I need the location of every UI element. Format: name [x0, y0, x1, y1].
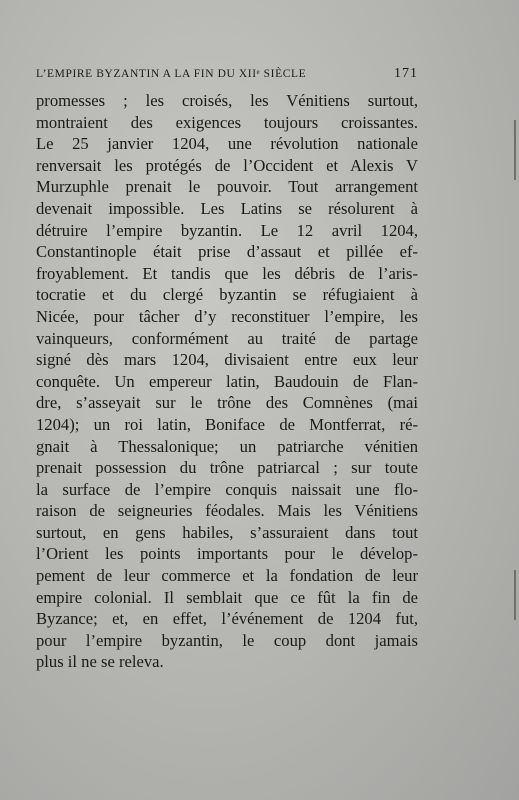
- text-line: signé dès mars 1204, divisaient entre eux leur: [36, 350, 418, 370]
- page-number: 171: [394, 66, 418, 81]
- text-line: Constantinople était prise d’assaut et pillée ef-: [36, 242, 418, 262]
- body-text: [36, 90, 418, 673]
- text-line: pour l’empire byzantin, le coup dont jamais: [36, 630, 418, 650]
- text-line: empire colonial. Il semblait que ce fût la fin de: [36, 587, 418, 607]
- text-line: promesses ; les croisés, les Vénitiens surtout,: [36, 91, 418, 110]
- text-line: froyablement. Et tandis que les débris de l’aris-: [36, 263, 418, 283]
- text-line: raison de seigneuries féodales. Mais les Vénitiens: [36, 501, 418, 521]
- page-edge-mark: [514, 570, 516, 620]
- text-line: prenait possession du trône patriarcal ; sur toute: [36, 458, 418, 478]
- text-line: vainqueurs, conformément au traité de partage: [36, 328, 418, 348]
- text-line: 1204); un roi latin, Boniface de Montferrat, ré-: [36, 414, 418, 434]
- text-line: Nicée, pour tâcher d’y reconstituer l’empire, les: [36, 306, 418, 326]
- text-line: Byzance; et, en effet, l’événement de 1204 fut,: [36, 609, 418, 629]
- page-edge-mark: [514, 120, 516, 180]
- text-line: pement de leur commerce et la fondation de leur: [36, 566, 418, 586]
- text-line: dre, s’asseyait sur le trône des Comnènes (mai: [36, 393, 418, 413]
- text-line: devenait impossible. Les Latins se résolurent à: [36, 198, 418, 218]
- text-line: renversait les protégés de l’Occident et Alexis V: [36, 155, 418, 175]
- text-line: détruire l’empire byzantin. Le 12 avril 1204,: [36, 220, 418, 240]
- running-title: L’EMPIRE BYZANTIN A LA FIN DU XIIᵉ SIÈCLE: [36, 68, 307, 80]
- text-line: surtout, en gens habiles, s’assuraient dans tout: [36, 522, 418, 542]
- text-line: gnait à Thessalonique; un patriarche vénitien: [36, 436, 418, 456]
- text-line: Le 25 janvier 1204, une révolution nationale: [36, 134, 418, 154]
- text-line: conquête. Un empereur latin, Baudouin de Flan-: [36, 371, 418, 391]
- text-line: tocratie et du clergé byzantin se réfugiaient à: [36, 285, 418, 305]
- text-line: montraient des exigences toujours croissantes.: [36, 112, 418, 132]
- running-head: [36, 66, 418, 82]
- text-line: la surface de l’empire conquis naissait une flo-: [36, 479, 418, 499]
- text-line: Murzuphle prenait le pouvoir. Tout arrangement: [36, 177, 418, 197]
- text-line: plus il ne se releva.: [36, 652, 164, 672]
- text-line: l’Orient les points importants pour le dévelop-: [36, 544, 418, 564]
